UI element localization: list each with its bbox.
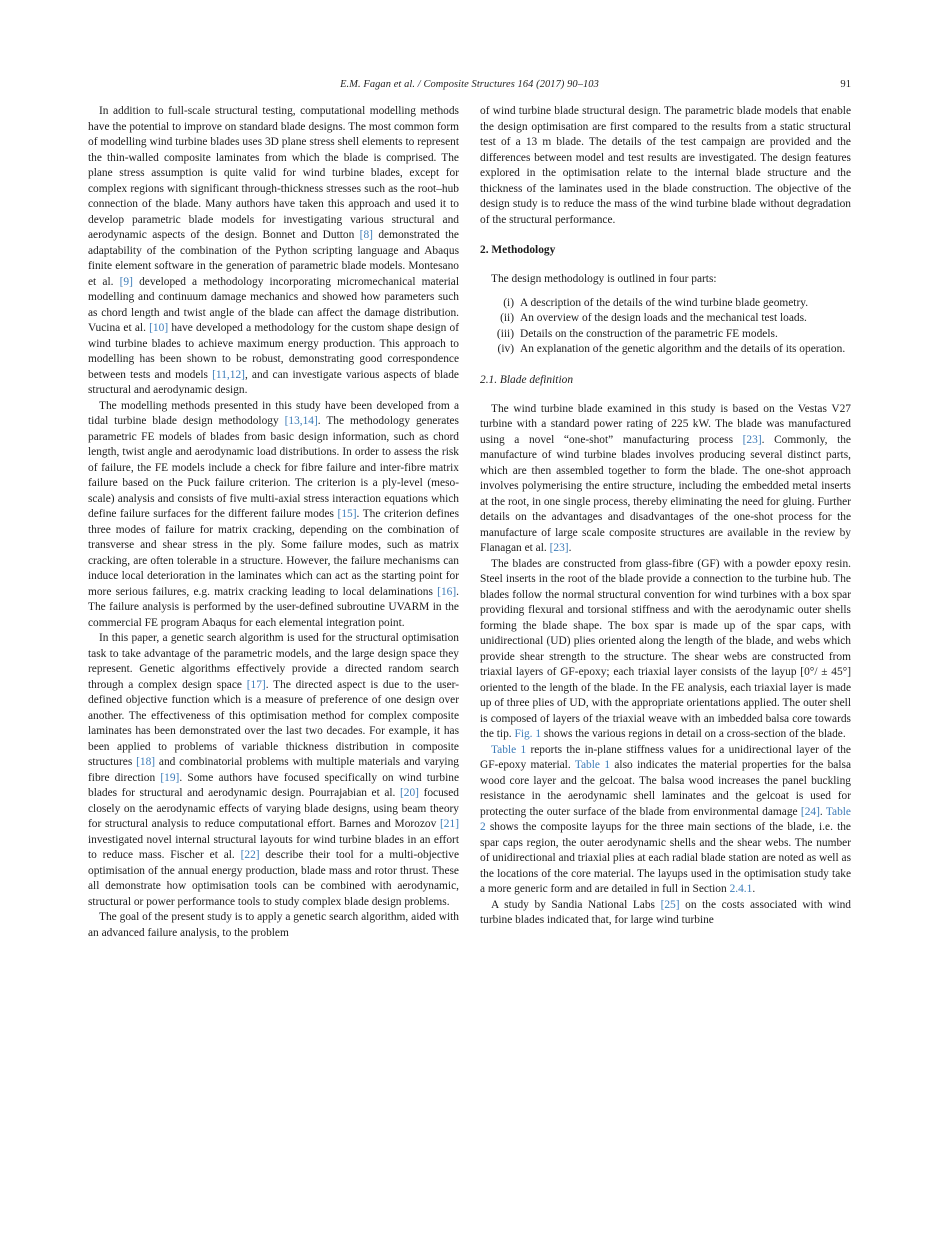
text-run: and combinatorial problems with multiple materials and varying fibre direction <box>88 756 459 784</box>
text-run: The wind turbine blade examined in this study is based on the Vestas V27 turbine with a standard power rating of 225 kW. The blade was manufactured using a novel “one-shot” manufacturing process <box>480 402 851 446</box>
citation-link[interactable]: [9] <box>119 275 133 288</box>
citation-link[interactable]: [23] <box>549 542 569 554</box>
paragraph <box>480 557 851 743</box>
list-item <box>482 327 851 343</box>
citation-link[interactable]: 2.4.1 <box>729 883 753 895</box>
citation-link[interactable]: [18] <box>136 756 156 768</box>
list-item-text: An explanation of the genetic algorithm and the details of its operation. <box>520 343 846 355</box>
citation-link[interactable]: [11,12] <box>212 368 245 381</box>
text-run: . Some authors have focused specifically on wind turbine blades for structural and aerodynamic design. Pourrajabian et al. <box>88 771 459 799</box>
text-run: . <box>752 883 756 895</box>
running-head: E.M. Fagan et al. / Composite Structures 164 (2017) 90–103 <box>340 79 599 90</box>
text-run: shows the various regions in detail on a cross-section of the blade. <box>541 728 846 740</box>
citation-link[interactable]: Fig. 1 <box>514 728 542 740</box>
list-marker: (iv) <box>497 343 514 355</box>
list-marker: (i) <box>503 296 514 309</box>
right-column <box>480 104 851 941</box>
two-column-body <box>88 104 851 941</box>
text-run: reports the in-plane stiffness values for a unidirectional layer of the GF-epoxy material. <box>480 743 851 771</box>
citation-link[interactable]: [13,14] <box>284 415 318 427</box>
text-run: on the costs associated with wind turbine blades indicated that, for large wind turbine <box>480 898 851 926</box>
text-run: . The methodology generates parametric FE models of blades from basic design information, such as chord length, twist angle and aerodynamic load distributions. In order to assess the risk of failure, the FE models include a check for fibre failure and inter-fibre matrix failure based on the Puck failure criterion. The criterion is a ply-level (meso-scale) analysis and consists of five multi-axial stress interaction equations which define failure surfaces for the different failure modes <box>88 415 459 520</box>
text-run: also indicates the material properties for the balsa wood core layer and the gelcoat. The balsa wood increases the panel buckling resistance in the aerodynamic shell laminates and the gelcoat is used for protecting the outer surface of the blade from environmental damage <box>480 759 852 818</box>
paragraph <box>480 898 851 929</box>
subsection-heading-blade-definition: 2.1. Blade definition <box>480 373 574 386</box>
text-run: , and can investigate various aspects of blade structural and aerodynamic design. <box>88 368 459 396</box>
citation-link[interactable]: [10] <box>149 322 169 334</box>
citation-link[interactable]: [23] <box>742 433 762 446</box>
paragraph <box>480 104 851 228</box>
list-item <box>482 342 851 358</box>
list-item-text: A description of the details of the wind turbine blade geometry. <box>520 296 809 309</box>
paragraph <box>88 104 459 399</box>
paragraph <box>480 402 851 557</box>
text-run: . Commonly, the manufacture of wind turbine blades involves producing several distinct parts, which are then assembled together to form the blade. The one-shot approach involves polymerising the entire structure, including the embedded metal inserts at the root, in one single process, thereby eliminating the need for gluing. Further details on the advantages and disadvantages of the one-shot process for the manufacture of large scale composite structures are available in the review by Flanagan et al. <box>480 433 851 554</box>
section-heading-methodology: 2. Methodology <box>480 244 556 256</box>
citation-link[interactable]: [15] <box>337 508 357 520</box>
paragraph <box>88 631 459 910</box>
paragraph: The design methodology is outlined in four parts: <box>491 273 717 285</box>
citation-link[interactable]: [22] <box>240 849 260 861</box>
paragraph <box>88 910 459 941</box>
citation-link[interactable]: Table 1 <box>574 759 611 771</box>
paragraph <box>480 743 851 898</box>
page-number: 91 <box>840 79 851 90</box>
citation-link[interactable]: Table 1 <box>491 743 527 756</box>
text-run: . <box>568 542 572 554</box>
citation-link[interactable]: [20] <box>400 787 419 799</box>
text-run: investigated novel internal structural layouts for wind turbine blades in an effort to reduce mass. Fischer et al. <box>88 833 459 861</box>
text-run: The goal of the present study is to apply a genetic search algorithm, aided with an advanced failure analysis, to the problem <box>88 911 459 939</box>
text-run: focused closely on the aerodynamic effects of varying blade designs, using beam theory for structural analysis to reduce computational effort. Barnes and Morozov <box>88 787 459 830</box>
text-run: . The directed aspect is due to the user-defined objective function which is a measure of preference of one design over another. The effectiveness of this optimisation method for complex composite laminates has been demonstrated over the last two decades. For example, it has been applied to problems of variable thickness distribution in composite structures <box>88 678 459 768</box>
text-run: demonstrated the adaptability of the combination of the Python scripting language and Abaqus finite element software in the generation of parametric blade models. Montesano et al. <box>88 229 459 288</box>
list-item-text: An overview of the design loads and the mechanical test loads. <box>520 312 807 324</box>
text-run: A study by Sandia National Labs <box>491 898 661 911</box>
text-run: The blades are constructed from glass-fibre (GF) with a powder epoxy resin. Steel inserts in the root of the blade provide a connection to the turbine hub. The blades follow the normal structural convention for wind turbines with a box spar providing flexural and torsional stiffness and with the aerodynamic outer shells forming the blade shape. The box spar is made up of the spar caps, with unidirectional (UD) plies oriented along the length of the blade, and webs which provide shear strength to the structure. The shear webs are constructed from triaxial layers of GF-epoxy; each triaxial layer consists of the layup [0°/ ± 45°] oriented to the length of the blade. In the FE analysis, each triaxial layer is made up of three plies of UD, with the appropriate orientations applied. The outer shell is composed of layers of the triaxial weave with an imbedded balsa core towards the tip. <box>480 557 851 740</box>
text-run: . The failure analysis is performed by the user-defined subroutine UVARM in the commercial FE program Abaqus for each elemental integration point. <box>88 585 459 629</box>
citation-link[interactable]: [17] <box>246 678 266 691</box>
text-run: developed a methodology incorporating micromechanical material modelling and continuum damage mechanics and showed how parameters such as chord length and twist angle of the blade can affect the damage distribution. Vucina et al. <box>88 275 459 334</box>
list-item <box>482 296 851 312</box>
left-column <box>88 104 459 941</box>
method-list <box>482 296 851 358</box>
text-run: of wind turbine blade structural design. The parametric blade models that enable the design optimisation are first compared to the results from a static structural test of a 13 m blade. The details of the test campaign are provided and the differences between model and test results are investigated. The design features explored in the optimisation relate to the internal blade structure and the thickness of the laminates used in the blade construction. The objective of the design study is to reduce the mass of the wind turbine blade without degradation of the structural performance. <box>480 105 851 226</box>
text-run: In this paper, a genetic search algorithm is used for the structural optimisation task to take advantage of the parametric models, and the large design space they represent. Genetic algorithms effectively provide a directed random search through a complex design space <box>88 632 459 691</box>
citation-link[interactable]: [25] <box>660 898 680 911</box>
list-item-text: Details on the construction of the parametric FE models. <box>520 327 778 340</box>
text-run: In addition to full-scale structural testing, computational modelling methods have the potential to improve on standard blade designs. The most common form of modelling wind turbine blades uses 3D plane stress shell elements to represent the thin-walled composite laminates from which the blade is comprised. The plane stress assumption is quite valid for wind turbine blades, except for complex regions with significant through-thickness stresses such as the root–hub connection of the blade. Many authors have taken this approach and used it to develop parametric blade models for investigating various structural and aerodynamic aspects of the design. Bonnet and Dutton <box>88 105 459 241</box>
text-run: shows the composite layups for the three main sections of the blade, i.e. the spar caps region, the outer aerodynamic shells and the shear webs. The number of unidirectional and triaxial plies at each radial blade station are noted as well as the locations of the core material. The layups used in the optimisation study take a more generic form and are detailed in full in Section <box>480 821 851 895</box>
list-marker: (iii) <box>496 327 514 340</box>
paragraph <box>88 399 459 632</box>
text-run: describe their tool for a multi-objective optimisation of the annual energy production, blade mass and rotor thrust. These all demonstrate how optimisation tools can be combined with aerodynamic, structural or power performance tools to study complex blade design problems. <box>88 849 460 908</box>
citation-link[interactable]: [8] <box>359 229 373 241</box>
text-run: have developed a methodology for the custom shape design of wind turbine blades to achieve maximum energy production. This approach to modelling has been shown to be robust, demonstrating good correspondence between tests and models <box>88 322 459 381</box>
citation-link[interactable]: [19] <box>160 771 180 784</box>
text-run: The modelling methods presented in this study have been developed from a tidal turbine blade design methodology <box>88 399 459 427</box>
list-marker: (ii) <box>500 312 514 324</box>
citation-link[interactable]: [16] <box>437 585 457 598</box>
citation-link[interactable]: [21] <box>440 818 459 830</box>
text-run: . The criterion defines three modes of failure for matrix cracking, depending on the combination of transverse and shear stress in the ply. Some failure modes, such as matrix cracking, are often tolerable in a structure. However, the failure mechanisms can induce local deterioration in the laminates which can act as the starting point for more serious failures, e.g. matrix cracking leading to local delaminations <box>88 508 459 598</box>
text-run: . <box>819 805 826 818</box>
citation-link[interactable]: Table 2 <box>480 805 851 833</box>
list-item <box>482 311 851 327</box>
citation-link[interactable]: [24] <box>800 805 820 818</box>
